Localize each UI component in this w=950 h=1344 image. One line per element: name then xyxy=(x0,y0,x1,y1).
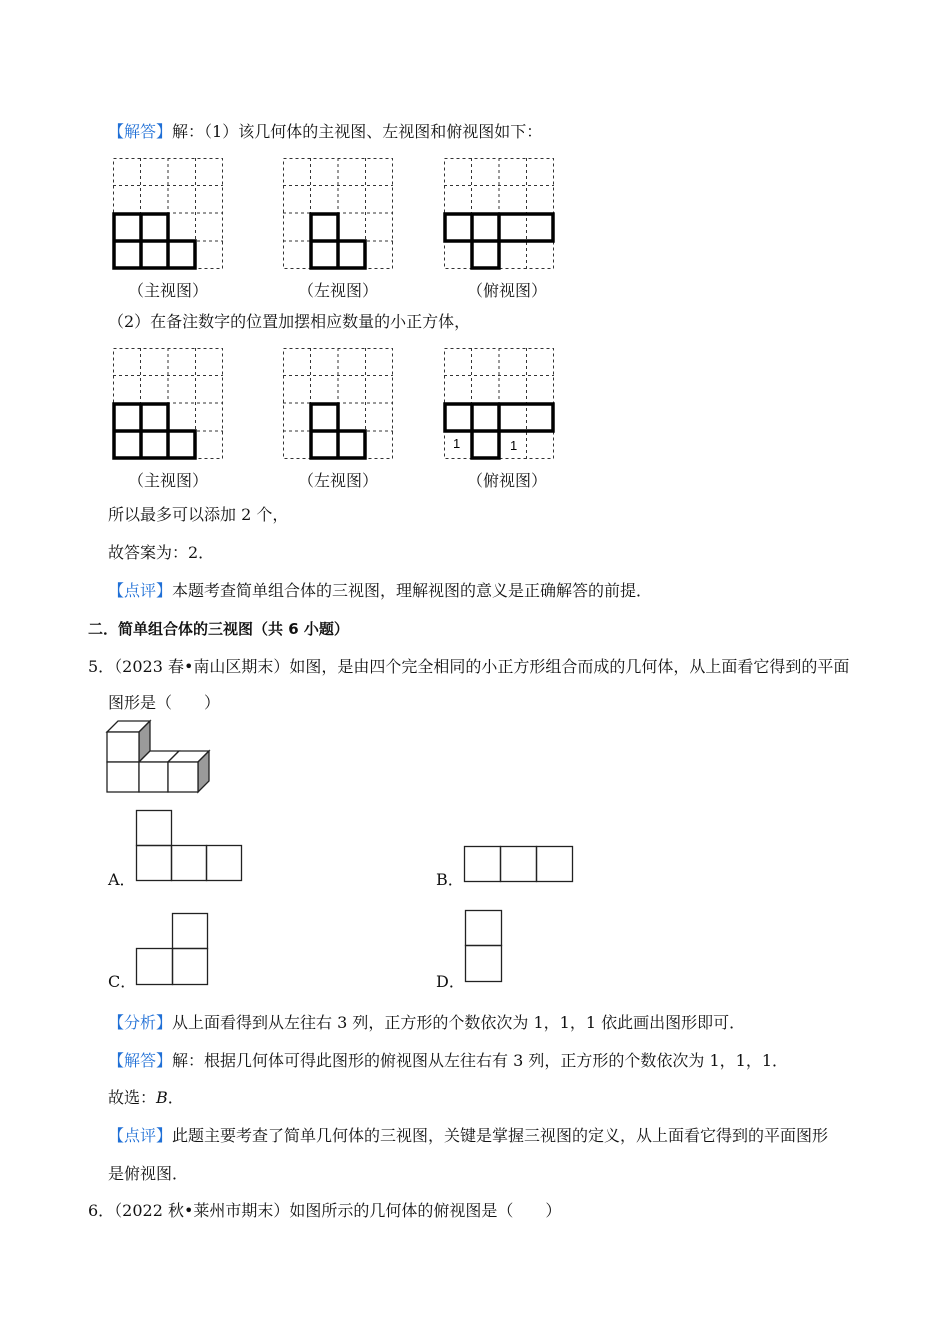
left-view-caption-1: （左视图） xyxy=(297,281,378,300)
q4-part1-text: 解：（1）该几何体的主视图、左视图和俯视图如下： xyxy=(172,122,543,141)
q5-review-line2: 是俯视图． xyxy=(108,1164,189,1183)
front-view-caption-2: （主视图） xyxy=(127,471,208,490)
q5-review-text-1: 此题主要考查了简单几何体的三视图，关键是掌握三视图的定义，从上面看它得到的平面图形 xyxy=(172,1126,829,1145)
q4-review-line xyxy=(108,581,652,601)
q4-conclusion: 所以最多可以添加 2 个， xyxy=(108,505,289,524)
section-heading: 二．简单组合体的三视图（共 6 小题） xyxy=(88,620,349,638)
q5-choice-line xyxy=(108,1088,184,1108)
q5-review-line1 xyxy=(108,1126,828,1146)
review-tag: 【点评】 xyxy=(108,1126,173,1145)
top-view-grid-1 xyxy=(444,158,554,270)
analysis-tag: 【分析】 xyxy=(108,1013,173,1032)
q6-stem: 6．（2022 秋•莱州市期末）如图所示的几何体的俯视图是（ ） xyxy=(88,1201,562,1220)
top-view-caption-1: （俯视图） xyxy=(466,281,547,300)
option-d-figure[interactable] xyxy=(465,910,503,983)
mark-right: 1 xyxy=(510,438,518,453)
q4-part2-text: （2）在备注数字的位置加摆相应数量的小正方体， xyxy=(108,312,471,331)
q5-solution-text: 解：根据几何体可得此图形的俯视图从左往右有 3 列，正方形的个数依次为 1，1，1． xyxy=(172,1051,788,1070)
answer-tag: 【解答】 xyxy=(108,122,173,141)
q5-analysis-line xyxy=(108,1013,745,1033)
left-view-grid-1 xyxy=(283,158,393,270)
q5-stem-line1: 5．（2023 春•南山区期末）如图，是由四个完全相同的小正方形组合而成的几何体，从上面看它得到的平面 xyxy=(88,657,850,676)
option-c-figure[interactable] xyxy=(136,913,209,986)
q5-solid-figure xyxy=(107,721,212,793)
front-view-caption-1: （主视图） xyxy=(127,281,208,300)
review-tag: 【点评】 xyxy=(108,581,173,600)
front-view-grid-1 xyxy=(113,158,223,270)
q4-review-text: 本题考查简单组合体的三视图，理解视图的意义是正确解答的前提． xyxy=(172,581,653,600)
choice-letter: B xyxy=(156,1088,168,1107)
front-view-grid-2 xyxy=(113,348,223,460)
q5-solution-line xyxy=(108,1051,788,1071)
q5-analysis-text: 从上面看得到从左往右 3 列，正方形的个数依次为 1，1，1 依此画出图形即可． xyxy=(172,1013,746,1032)
q4-answer: 故答案为：2． xyxy=(108,543,215,562)
choice-suffix: ． xyxy=(167,1088,184,1107)
answer-tag: 【解答】 xyxy=(108,1051,173,1070)
left-view-grid-2 xyxy=(283,348,393,460)
choice-prefix: 故选： xyxy=(108,1088,157,1107)
left-view-caption-2: （左视图） xyxy=(297,471,378,490)
option-b-figure[interactable] xyxy=(464,846,574,883)
option-a-figure[interactable] xyxy=(136,810,242,882)
option-d-label: D． xyxy=(436,972,465,991)
top-view-grid-2 xyxy=(444,348,554,460)
top-view-caption-2: （俯视图） xyxy=(466,471,547,490)
mark-left: 1 xyxy=(453,436,461,451)
option-b-label: B． xyxy=(436,870,464,889)
q4-solution-line xyxy=(108,122,542,142)
option-a-label: A． xyxy=(108,870,136,889)
option-c-label: C． xyxy=(108,972,137,991)
q5-stem-line2: 图形是（ ） xyxy=(108,693,221,712)
